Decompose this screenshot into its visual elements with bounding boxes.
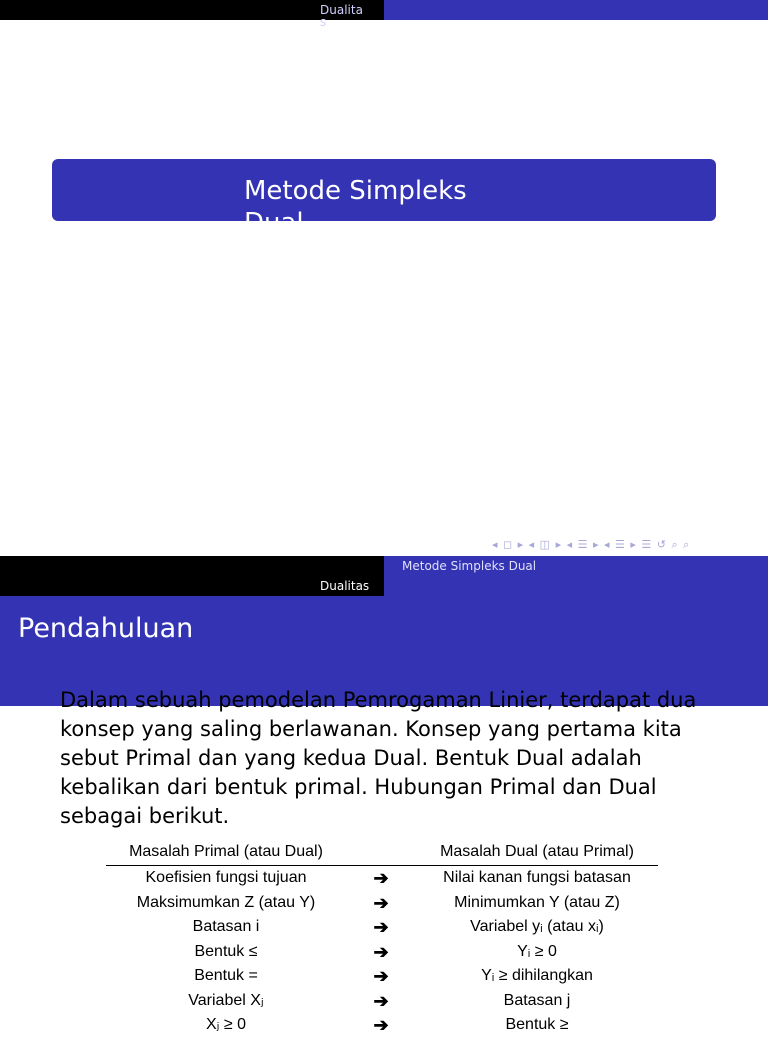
primal-cell: Koefisien fungsi tujuan bbox=[145, 869, 307, 886]
slide-2 bbox=[0, 556, 768, 1035]
primal-cell: Batasan i bbox=[192, 918, 260, 935]
dual-cell: Variabel yᵢ (atau xᵢ) bbox=[470, 918, 604, 935]
intro-paragraph: Dalam sebuah pemodelan Pemrogaman Linier, terdapat dua konsep yang saling berlawanan. Konsep yang pertama kita sebut Primal dan yang kedua Dual. Bentuk Dual adalah kebalikan dari bentuk primal. Hubungan Primal dan Dual sebagai berikut. bbox=[60, 688, 697, 828]
dual-cell: Bentuk ≥ bbox=[505, 1016, 569, 1033]
arrow-right-icon: ➔ bbox=[373, 941, 389, 962]
table-row bbox=[106, 989, 658, 1014]
dual-cell: Minimumkan Y (atau Z) bbox=[454, 893, 620, 911]
header-section-label[interactable]: Dualitas bbox=[320, 3, 363, 29]
header-section-label[interactable]: Dualitas bbox=[320, 579, 370, 593]
header-subsection-label[interactable]: Metode Simpleks Dual bbox=[402, 559, 537, 573]
primal-cell: Xⱼ ≥ 0 bbox=[205, 1016, 247, 1033]
table-row bbox=[106, 1013, 658, 1038]
table-header bbox=[106, 841, 658, 866]
arrow-right-icon: ➔ bbox=[373, 990, 389, 1011]
arrow-right-icon: ➔ bbox=[373, 917, 389, 937]
presentation-title: Metode Simpleks Dual bbox=[244, 176, 467, 238]
table-row bbox=[106, 891, 658, 916]
arrow-right-icon: ➔ bbox=[373, 892, 389, 913]
primal-cell: Variabel Xⱼ bbox=[188, 991, 264, 1009]
header-bar-left bbox=[0, 556, 384, 576]
dual-cell: Batasan j bbox=[503, 991, 571, 1009]
header-dual: Masalah Dual (atau Primal) bbox=[440, 843, 634, 860]
arrow-right-icon: ➔ bbox=[373, 966, 389, 986]
navigation-symbols[interactable]: ◂ ◻ ▸ ◂ ◫ ▸ ◂ ☰ ▸ ◂ ☰ ▸ ☰ ↺ ⌕ ⌕ bbox=[492, 538, 691, 551]
primal-cell: Bentuk = bbox=[194, 967, 258, 984]
table-row bbox=[106, 940, 658, 965]
primal-dual-table bbox=[106, 841, 658, 1038]
table-row bbox=[106, 915, 658, 940]
header-bar-right bbox=[384, 0, 768, 20]
arrow-right-icon: ➔ bbox=[373, 1015, 389, 1035]
table-row bbox=[106, 866, 658, 891]
dual-cell: Yᵢ ≥ 0 bbox=[517, 942, 557, 960]
primal-cell: Bentuk ≤ bbox=[194, 942, 258, 960]
dual-cell: Nilai kanan fungsi batasan bbox=[443, 869, 631, 886]
frame-title: Pendahuluan bbox=[18, 613, 194, 644]
title-block bbox=[52, 159, 716, 238]
table-row bbox=[106, 964, 658, 989]
primal-cell: Maksimumkan Z (atau Y) bbox=[136, 893, 316, 911]
header-primal: Masalah Primal (atau Dual) bbox=[129, 843, 323, 860]
dual-cell: Yᵢ ≥ dihilangkan bbox=[481, 967, 593, 984]
arrow-right-icon: ➔ bbox=[373, 868, 389, 888]
